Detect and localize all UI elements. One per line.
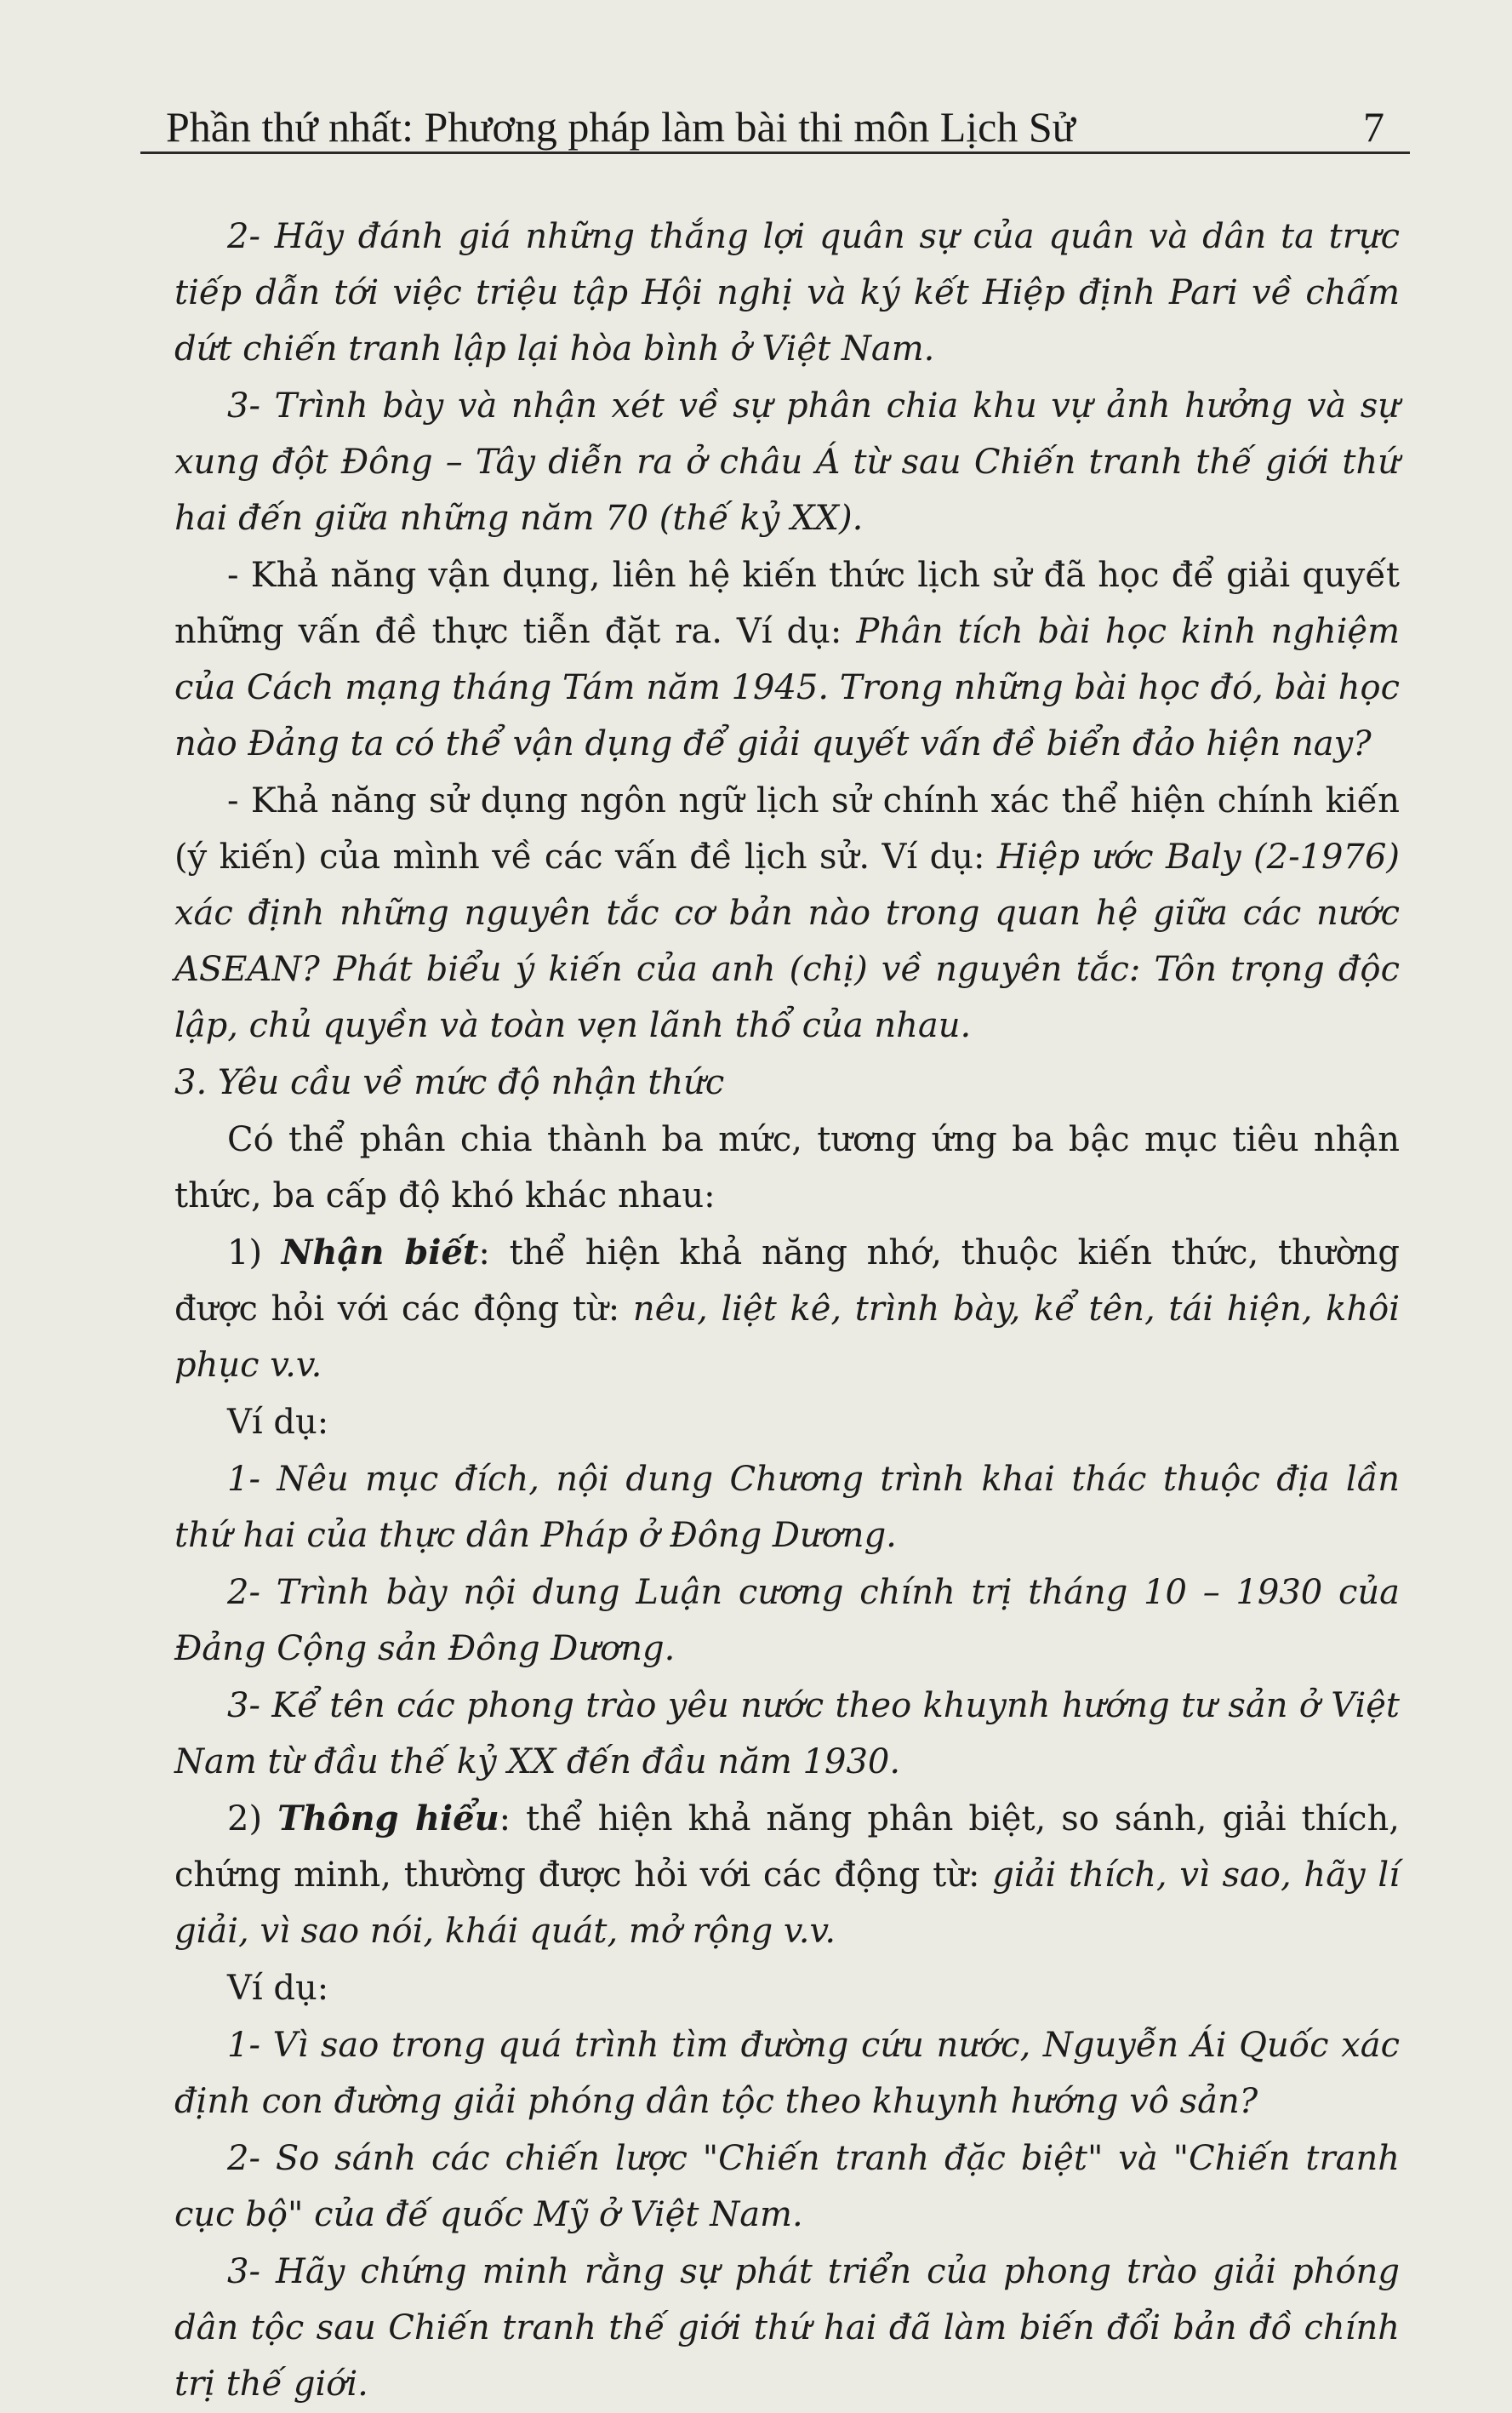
level-1-verbs: nêu, liệt kê, trình bày, kể tên, tái hiện, khôi phục v.v. bbox=[174, 1289, 1400, 1385]
header-title: Phần thứ nhất: Phương pháp làm bài thi môn Lịch Sử bbox=[166, 103, 1076, 151]
level-2 bbox=[174, 1791, 1400, 1959]
level-1-number: 1) bbox=[227, 1233, 282, 1272]
paragraph-4-lead: - Khả năng sử dụng ngôn ngữ lịch sử chính xác thể hiện chính kiến (ý kiến) của mình về các vấn đề lịch sử. Ví dụ: bbox=[174, 781, 1400, 877]
example-2-1: 1- Vì sao trong quá trình tìm đường cứu nước, Nguyễn Ái Quốc xác định con đường giải phóng dân tộc theo khuynh hướng vô sản? bbox=[174, 2026, 1400, 2121]
example-2-3: 3- Hãy chứng minh rằng sự phát triển của phong trào giải phóng dân tộc sau Chiến tranh thế giới thứ hai đã làm biến đổi bản đồ chính trị thế giới. bbox=[174, 2252, 1400, 2404]
level-1-text: : thể hiện khả năng nhớ, thuộc kiến thức, thường được hỏi với các động từ: bbox=[174, 1233, 1401, 1329]
paragraph-4 bbox=[174, 773, 1400, 1054]
level-1 bbox=[174, 1225, 1400, 1393]
running-header bbox=[140, 100, 1410, 154]
paragraph-2: 3- Trình bày và nhận xét về sự phân chia khu vự ảnh hưởng và sự xung đột Đông – Tây diễn ra ở châu Á từ sau Chiến tranh thế giới thứ hai đến giữa những năm 70 (thế kỷ XX). bbox=[174, 386, 1400, 538]
example-1-3: 3- Kể tên các phong trào yêu nước theo khuynh hướng tư sản ở Việt Nam từ đầu thế kỷ XX đến đầu năm 1930. bbox=[174, 1686, 1400, 1781]
page-body bbox=[174, 209, 1400, 2413]
level-2-number: 2) bbox=[227, 1799, 278, 1838]
level-2-term: Thông hiểu bbox=[277, 1798, 499, 1838]
example-label-2: Ví dụ: bbox=[227, 1969, 329, 2008]
paragraph-4-example: Hiệp ước Baly (2-1976) xác định những nguyên tắc cơ bản nào trong quan hệ giữa các nước ASEAN? Phát biểu ý kiến của anh (chị) về nguyên tắc: Tôn trọng độc lập, chủ quyền và toàn vẹn lãnh thổ của nhau. bbox=[174, 838, 1400, 1045]
example-label-1: Ví dụ: bbox=[227, 1403, 329, 1442]
paragraph-3 bbox=[174, 547, 1400, 772]
example-1-1: 1- Nêu mục đích, nội dung Chương trình khai thác thuộc địa lần thứ hai của thực dân Pháp ở Đông Dương. bbox=[174, 1460, 1400, 1555]
paragraph-1: 2- Hãy đánh giá những thắng lợi quân sự của quân và dân ta trực tiếp dẫn tới việc triệu tập Hội nghị và ký kết Hiệp định Pari về chấm dứt chiến tranh lập lại hòa bình ở Việt Nam. bbox=[174, 217, 1400, 369]
example-2-2: 2- So sánh các chiến lược "Chiến tranh đặc biệt" và "Chiến tranh cục bộ" của đế quốc Mỹ ở Việt Nam. bbox=[174, 2139, 1400, 2234]
section-heading-3: 3. Yêu cầu về mức độ nhận thức bbox=[174, 1063, 725, 1102]
paragraph-5: Có thể phân chia thành ba mức, tương ứng ba bậc mục tiêu nhận thức, ba cấp độ khó khác nhau: bbox=[174, 1120, 1400, 1215]
paragraph-3-example: Phân tích bài học kinh nghiệm của Cách mạng tháng Tám năm 1945. Trong những bài học đó, bài học nào Đảng ta có thể vận dụng để giải quyết vấn đề biển đảo hiện nay? bbox=[174, 612, 1400, 763]
level-1-term: Nhận biết bbox=[281, 1232, 479, 1272]
paragraph-3-lead: - Khả năng vận dụng, liên hệ kiến thức lịch sử đã học để giải quyết những vấn đề thực tiễn đặt ra. Ví dụ: bbox=[174, 556, 1400, 651]
example-1-2: 2- Trình bày nội dung Luận cương chính trị tháng 10 – 1930 của Đảng Cộng sản Đông Dương. bbox=[174, 1573, 1400, 1668]
page-number: 7 bbox=[1363, 103, 1384, 151]
level-2-verbs: giải thích, vì sao, hãy lí giải, vì sao nói, khái quát, mở rộng v.v. bbox=[174, 1855, 1400, 1951]
level-2-text: : thể hiện khả năng phân biệt, so sánh, giải thích, chứng minh, thường được hỏi với các động từ: bbox=[174, 1799, 1400, 1895]
